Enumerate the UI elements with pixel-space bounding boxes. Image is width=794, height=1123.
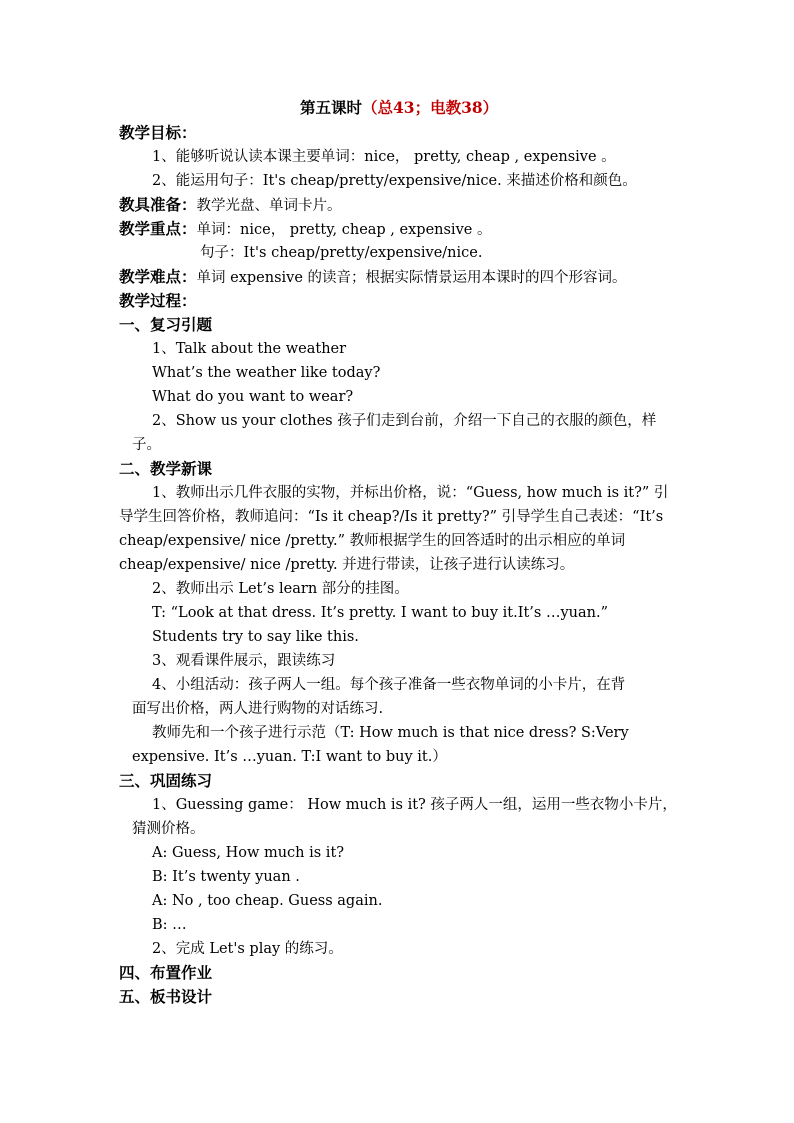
section-label-goals: 教学目标： [119, 123, 197, 142]
title-main: 第五课时 [300, 98, 363, 117]
heading-homework: 四、布置作业 [119, 963, 213, 982]
new-lesson-line-1: 1、教师出示几件衣服的实物，并标出价格，说：“Guess, how much is it?” 引 [152, 485, 669, 501]
goal-2: 2、能运用句子：It's cheap/pretty/expensive/nice. 来描述价格和颜色。 [152, 173, 637, 189]
new-lesson-line-9: 4、小组活动：孩子两人一组。每个孩子准备一些衣物单词的小卡片，在背 [152, 677, 626, 693]
practice-line-4: B: It’s twenty yuan . [152, 869, 300, 885]
page-title [300, 98, 498, 118]
difficulties-label: 教学难点： [119, 267, 197, 286]
new-lesson-line-5: 2、教师出示 Let’s learn 部分的挂图。 [152, 581, 409, 597]
new-lesson-line-8: 3、观看课件展示，跟读练习 [152, 653, 336, 669]
practice-line-2: 猜测价格。 [132, 821, 205, 837]
practice-line-7: 2、完成 Let's play 的练习。 [152, 941, 343, 957]
key-points-label: 教学重点： [119, 219, 197, 238]
review-line-5: 子。 [132, 437, 161, 453]
section-label-process: 教学过程： [119, 291, 197, 310]
new-lesson-line-11: 教师先和一个孩子进行示范（T: How much is that nice dress? S:Very [152, 725, 629, 741]
new-lesson-line-7: Students try to say like this. [152, 629, 359, 645]
practice-line-6: B: … [152, 917, 187, 933]
heading-board-design: 五、板书设计 [119, 987, 213, 1006]
new-lesson-line-2: 导学生回答价格，教师追问：“Is it cheap?/Is it pretty?” 引导学生自己表述：“It’s [119, 509, 664, 525]
new-lesson-line-3: cheap/expensive/ nice /pretty.” 教师根据学生的回答适时的出示相应的单词 [119, 533, 626, 549]
key-points-sentence: 句子：It's cheap/pretty/expensive/nice. [200, 245, 483, 261]
review-line-3: What do you want to wear? [152, 389, 354, 405]
key-points-row [119, 219, 491, 240]
review-line-4: 2、Show us your clothes 孩子们走到台前，介绍一下自己的衣服的颜色，样 [152, 413, 657, 429]
practice-line-3: A: Guess, How much is it? [152, 845, 345, 861]
title-note: （总43；电教38） [362, 98, 499, 117]
practice-line-1: 1、Guessing game： How much is it? 孩子两人一组，运用一些衣物小卡片， [152, 797, 677, 813]
practice-line-5: A: No , too cheap. Guess again. [152, 893, 383, 909]
goal-1: 1、能够听说认读本课主要单词：nice， pretty, cheap , expensive 。 [152, 149, 616, 165]
difficulties-text: 单词 expensive 的读音；根据实际情景运用本课时的四个形容词。 [196, 270, 627, 286]
difficulties-row [119, 267, 627, 288]
review-line-2: What’s the weather like today? [152, 365, 381, 381]
heading-new-lesson: 二、教学新课 [119, 459, 213, 478]
heading-review: 一、复习引题 [119, 315, 213, 334]
materials-label: 教具准备： [119, 195, 197, 214]
materials-row [119, 195, 342, 216]
review-line-1: 1、Talk about the weather [152, 341, 347, 357]
key-points-text: 单词：nice， pretty, cheap , expensive 。 [196, 222, 492, 238]
materials-text: 教学光盘、单词卡片。 [196, 198, 342, 214]
heading-practice: 三、巩固练习 [119, 771, 213, 790]
new-lesson-line-10: 面写出价格，两人进行购物的对话练习. [132, 701, 384, 717]
new-lesson-line-6: T: “Look at that dress. It’s pretty. I want to buy it.It’s …yuan.” [152, 605, 608, 621]
new-lesson-line-12: expensive. It’s …yuan. T:I want to buy it.） [132, 749, 447, 765]
new-lesson-line-4: cheap/expensive/ nice /pretty. 并进行带读，让孩子进行认读练习。 [119, 557, 575, 573]
